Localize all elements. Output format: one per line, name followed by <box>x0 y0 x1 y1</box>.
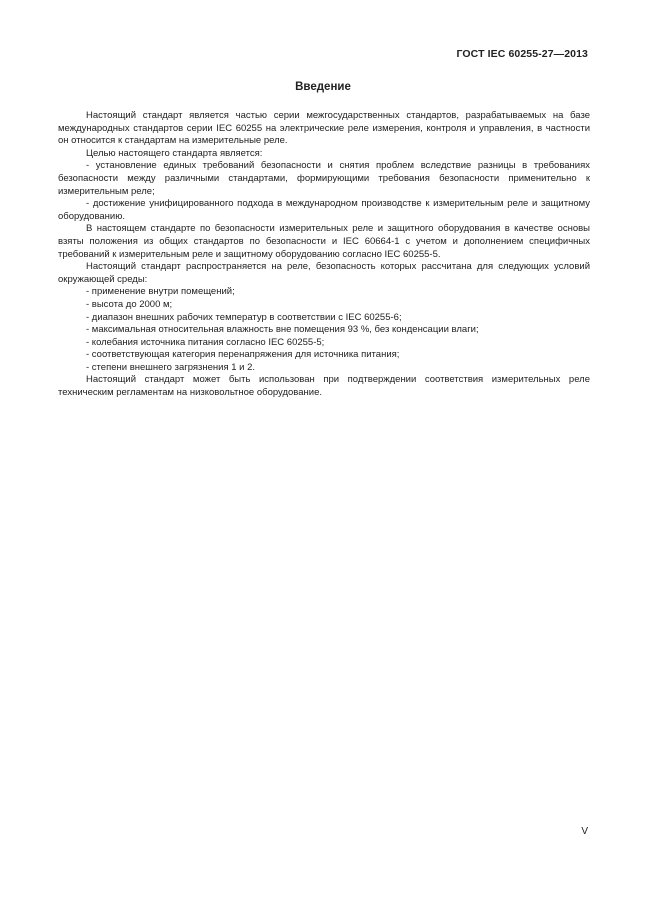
list-item: - соответствующая категория перенапряжения для источника питания; <box>86 349 400 361</box>
list-item: - достижение унифицированного подхода в международном производстве к измерительным реле и защитному оборудованию. <box>58 198 590 222</box>
page-number: V <box>581 826 588 837</box>
document-header-standard-id: ГОСТ IEC 60255-27—2013 <box>456 48 588 60</box>
list-item: - степени внешнего загрязнения 1 и 2. <box>86 361 256 373</box>
list-item: - диапазон внешних рабочих температур в соответствии с IEC 60255-6; <box>86 311 402 323</box>
paragraph: Целью настоящего стандарта является: <box>86 147 263 159</box>
list-item: - применение внутри помещений; <box>86 286 235 298</box>
document-body <box>58 110 590 400</box>
list-item: - колебания источника питания согласно IEC 60255-5; <box>86 336 325 348</box>
paragraph: Настоящий стандарт распространяется на реле, безопасность которых рассчитана для следующих условий окружающей среды: <box>58 261 590 285</box>
list-item: - установление единых требований безопасности и снятия проблем вследствие разницы в требованиях безопасности между различными стандартами, формирующими требования безопасности применительно к измерительным реле; <box>58 160 590 197</box>
paragraph: В настоящем стандарте по безопасности измерительных реле и защитного оборудования в качестве основы взяты положения из общих стандартов по безопасности и IEC 60664-1 с учетом и дополнением специфичных требований к измерительным реле и защитному оборудованию согласно IEC 60255-5. <box>58 223 590 260</box>
list-item: - максимальная относительная влажность вне помещения 93 %, без конденсации влаги; <box>86 324 479 336</box>
paragraph: Настоящий стандарт является частью серии межгосударственных стандартов, разрабатываемых на базе международных стандартов серии IEC 60255 на электрические реле измерения, контроля и управления, в частности он относится к стандартам на измерительные реле. <box>58 110 590 147</box>
section-title: Введение <box>295 81 351 93</box>
list-item: - высота до 2000 м; <box>86 298 173 310</box>
paragraph: Настоящий стандарт может быть использован при подтверждении соответствия измерительных реле техническим регламентам на низковольтное оборудование. <box>58 374 590 399</box>
